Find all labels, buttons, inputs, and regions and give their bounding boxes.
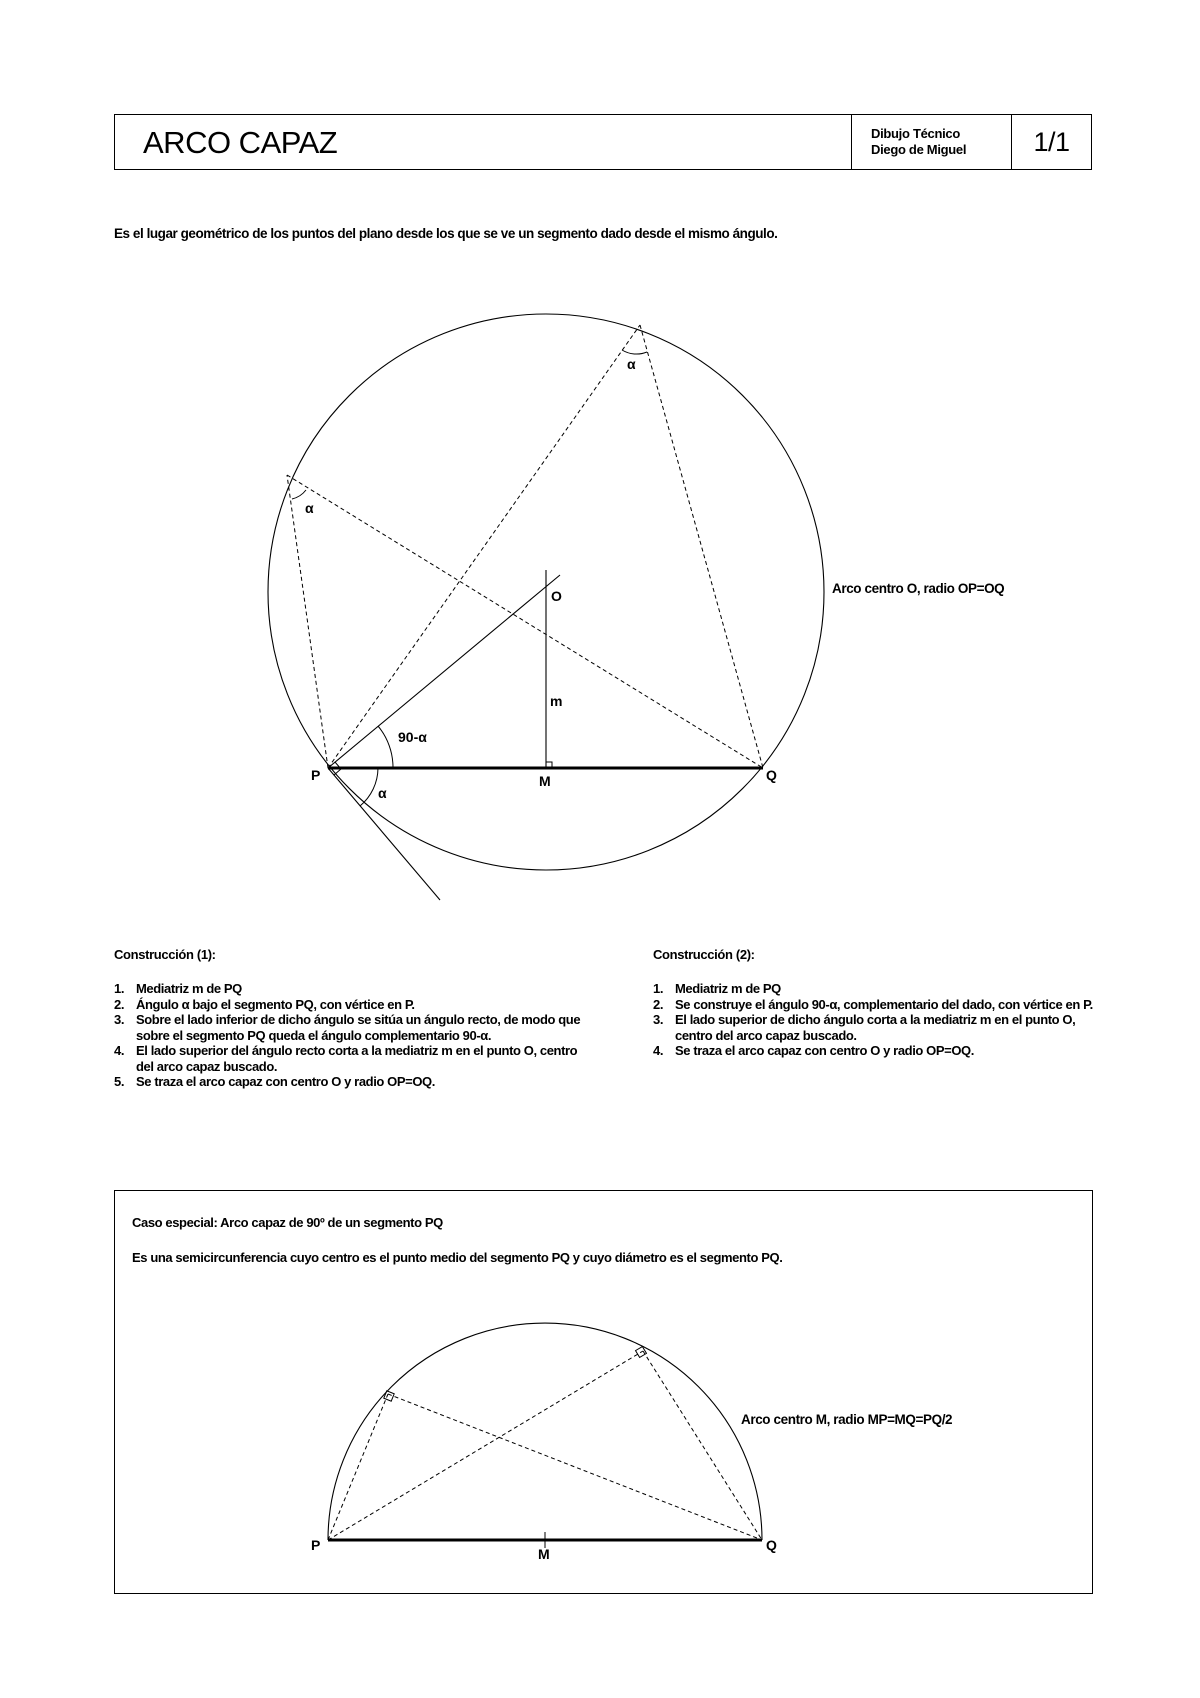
step-text: Se traza el arco capaz con centro O y radio OP=OQ. xyxy=(675,1043,974,1058)
alpha-arc-left xyxy=(292,490,306,499)
point-m-label: M xyxy=(538,1546,550,1562)
author-label: Diego de Miguel xyxy=(871,142,967,157)
step-number: 3. xyxy=(653,1012,664,1027)
construction-1-heading: Construcción (1): xyxy=(114,947,216,962)
alpha-label-left: α xyxy=(305,500,314,516)
point-p-label: P xyxy=(311,1537,321,1553)
complement-angle-label: 90-α xyxy=(398,729,427,745)
chord-p-right xyxy=(328,1351,643,1540)
mediatriz-label: m xyxy=(550,693,563,709)
step-text: Ángulo α bajo el segmento PQ, con vértice en P. xyxy=(136,996,415,1012)
chord-left-q xyxy=(287,475,763,768)
step-number: 1. xyxy=(653,981,664,996)
alpha-label-bottom: α xyxy=(378,785,387,801)
step-number: 4. xyxy=(114,1043,125,1058)
subject-label: Dibujo Técnico xyxy=(871,126,960,141)
step-text: Se traza el arco capaz con centro O y radio OP=OQ. xyxy=(136,1074,435,1089)
step-text: El lado superior de dicho ángulo corta a la mediatriz m en el punto O, centro del arco capaz buscado. xyxy=(675,1012,1076,1043)
page-number: 1/1 xyxy=(1033,126,1070,157)
list-item xyxy=(653,981,1098,997)
list-item xyxy=(114,997,594,1013)
list-item xyxy=(653,1012,1098,1043)
arc-note: Arco centro O, radio OP=OQ xyxy=(832,581,1005,596)
step-text: Mediatriz m de PQ xyxy=(675,981,781,996)
line-p-to-o xyxy=(328,575,563,768)
list-item xyxy=(114,981,594,997)
construction-1-steps xyxy=(114,981,594,1090)
point-o-label: O xyxy=(551,588,562,604)
point-q-label: Q xyxy=(766,767,777,783)
step-number: 5. xyxy=(114,1074,125,1089)
semicircle-figure xyxy=(0,1190,1200,1594)
list-item xyxy=(653,1043,1098,1059)
construction-1 xyxy=(114,947,594,1090)
list-item xyxy=(114,1074,594,1090)
chord-p-top xyxy=(328,325,640,768)
arc-note: Arco centro M, radio MP=MQ=PQ/2 xyxy=(741,1412,953,1427)
chord-p-left xyxy=(328,1394,388,1540)
special-case-description: Es una semicircunferencia cuyo centro es el punto medio del segmento PQ y cuyo diámetro es el segmento PQ. xyxy=(132,1250,783,1265)
point-m-label: M xyxy=(539,773,551,789)
list-item xyxy=(114,1043,594,1074)
construction-2-steps xyxy=(653,981,1098,1059)
semicircle-arc xyxy=(328,1323,762,1540)
construction-2-heading: Construcción (2): xyxy=(653,947,755,962)
list-item xyxy=(653,997,1098,1013)
chord-top-q xyxy=(640,325,763,768)
construction-2 xyxy=(653,947,1098,1059)
chord-right-q xyxy=(643,1351,762,1540)
step-number: 2. xyxy=(114,996,125,1012)
page-title: ARCO CAPAZ xyxy=(143,125,338,160)
list-item xyxy=(114,1012,594,1043)
step-number: 4. xyxy=(653,1043,664,1058)
step-number: 3. xyxy=(114,1012,125,1027)
step-text: Se construye el ángulo 90-α, complementario del dado, con vértice en P. xyxy=(675,996,1093,1012)
chord-p-left xyxy=(287,475,328,768)
point-p-label: P xyxy=(311,767,321,783)
complement-angle-arc xyxy=(378,726,393,768)
step-text: El lado superior del ángulo recto corta a la mediatriz m en el punto O, centro del arco capaz buscado. xyxy=(136,1043,578,1074)
chord-left-q xyxy=(388,1394,762,1540)
step-text: Sobre el lado inferior de dicho ángulo se sitúa un ángulo recto, de modo que sobre el segmento PQ queda el ángulo complementario 90-α. xyxy=(136,1012,581,1043)
point-q-label: Q xyxy=(766,1537,777,1553)
special-case-title: Caso especial: Arco capaz de 90º de un segmento PQ xyxy=(132,1215,443,1230)
definition-text: Es el lugar geométrico de los puntos del plano desde los que se ve un segmento dado desde el mismo ángulo. xyxy=(114,226,778,241)
step-text: Mediatriz m de PQ xyxy=(136,981,242,996)
alpha-arc-top xyxy=(622,350,647,354)
step-number: 1. xyxy=(114,981,125,996)
alpha-label-top: α xyxy=(627,356,636,372)
step-number: 2. xyxy=(653,996,664,1012)
